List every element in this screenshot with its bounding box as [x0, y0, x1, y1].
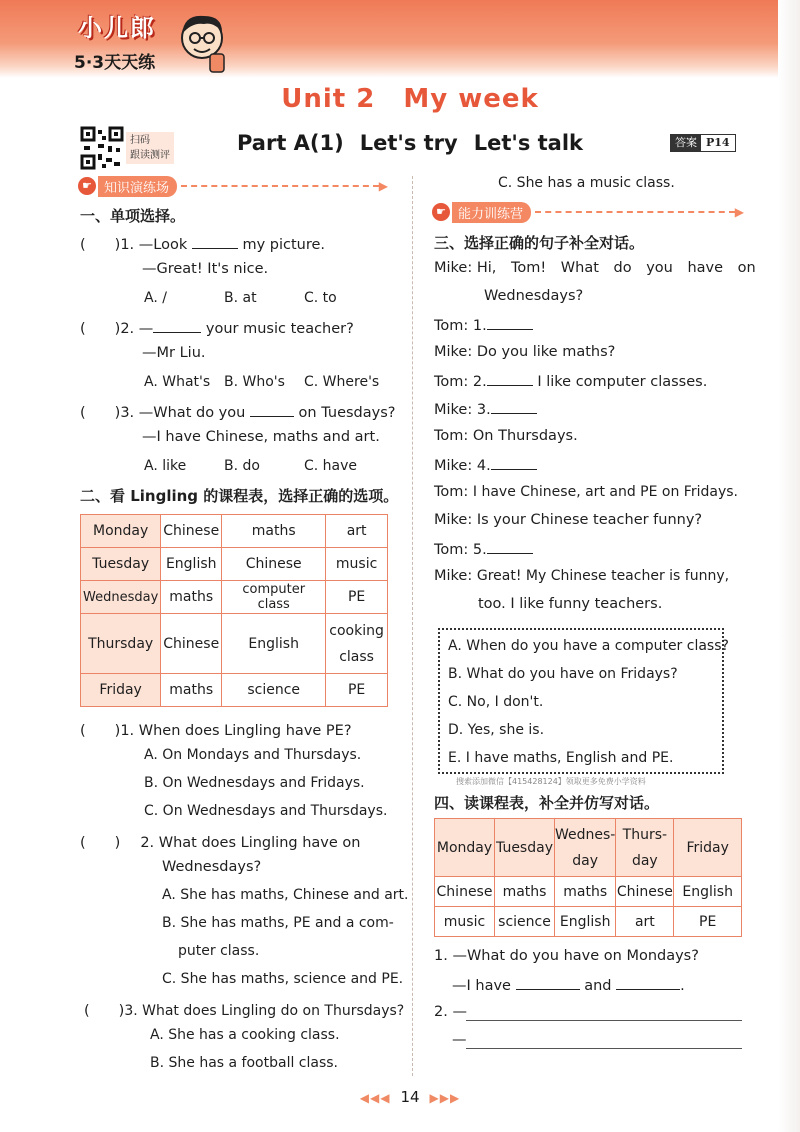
dialogue-line — [434, 260, 756, 276]
table-cell: Tuesday — [81, 548, 161, 581]
answer-reference — [670, 134, 736, 152]
table-cell: art — [616, 907, 674, 937]
item-text: —What do you — [138, 405, 246, 421]
lingling-timetable — [80, 514, 388, 707]
answer-blank[interactable] — [250, 403, 294, 417]
q3-heading: 三、选择正确的句子补全对话。 — [434, 234, 645, 252]
table-header-cell: Friday — [674, 819, 742, 877]
section-label: 能力训练营 — [452, 202, 531, 223]
choice-e[interactable]: E. I have maths, English and PE. — [448, 750, 674, 766]
speaker: Tom: — [434, 484, 469, 500]
item-text: my picture. — [242, 237, 326, 253]
line-text: and — [584, 978, 612, 994]
answer-blank[interactable] — [487, 372, 533, 386]
table-cell: English — [555, 907, 616, 937]
q2-item-2-stem-cont: Wednesdays? — [162, 859, 262, 875]
brand-logo — [62, 6, 232, 76]
writing-line[interactable] — [466, 1020, 742, 1021]
part-label: Part A(1) — [236, 131, 344, 155]
dialogue-text: 3. — [476, 402, 491, 418]
option-b[interactable]: B. She has maths, PE and a com- — [162, 915, 394, 931]
item-text: your music teacher? — [205, 321, 354, 337]
column-divider — [412, 176, 413, 1076]
answer-paren[interactable]: ( ) — [80, 723, 121, 739]
line-text: . — [680, 978, 685, 994]
table-cell: Chinese — [161, 515, 222, 548]
option-c[interactable]: C. have — [304, 458, 358, 474]
answer-label: 答案 — [671, 135, 701, 151]
page-number: 14 — [400, 1088, 420, 1106]
option-a[interactable]: A. What's — [144, 374, 211, 390]
hand-icon: ☛ — [432, 203, 450, 221]
boy-mascot-icon — [174, 8, 230, 74]
q4-line-2 — [452, 976, 685, 994]
dialogue-line — [434, 456, 537, 474]
brand-name: 小儿郎 — [78, 14, 156, 42]
speaker: Mike: — [434, 568, 473, 584]
arrow-icon: ▶ — [378, 179, 388, 193]
answer-paren[interactable]: ( ) — [84, 1003, 125, 1019]
answer-paren[interactable]: ( ) — [80, 405, 121, 421]
page-footer — [0, 1088, 800, 1106]
answer-blank[interactable] — [487, 540, 533, 554]
dialogue-line — [434, 484, 738, 500]
line-text: —I have — [452, 978, 511, 994]
answer-blank[interactable] — [153, 319, 201, 333]
answer-blank[interactable] — [491, 456, 537, 470]
speaker: Tom: — [434, 318, 469, 334]
answer-blank[interactable] — [487, 316, 533, 330]
table-cell: maths — [222, 515, 326, 548]
right-arrows-icon: ▶▶▶ — [429, 1091, 461, 1105]
option-b[interactable]: B. at — [224, 290, 257, 306]
dialogue-cont: Wednesdays? — [484, 288, 584, 304]
dialogue-cont: too. I like funny teachers. — [478, 596, 663, 612]
option-c[interactable]: C. She has maths, science and PE. — [162, 971, 404, 987]
table-cell: science — [222, 674, 326, 707]
table-header-cell: Wednes-day — [555, 819, 616, 877]
watermark: 搜索添加微信【415428124】领取更多免费小学资料 — [456, 777, 646, 786]
dialogue-text: I have Chinese, art and PE on Fridays. — [472, 484, 738, 500]
table-cell: English — [161, 548, 222, 581]
unit-title — [0, 84, 800, 114]
table-cell: PE — [326, 581, 388, 614]
left-arrows-icon: ◀◀◀ — [359, 1091, 391, 1105]
option-b[interactable]: B. She has a football class. — [150, 1055, 339, 1071]
table-cell: PE — [326, 674, 388, 707]
dialogue-text: 1. — [472, 318, 487, 334]
item-text: on Tuesdays? — [298, 405, 396, 421]
option-c[interactable]: C. On Wednesdays and Thursdays. — [144, 803, 388, 819]
writing-line[interactable] — [466, 1048, 742, 1049]
table-cell: Friday — [81, 674, 161, 707]
q1-item-2 — [80, 317, 354, 338]
option-a[interactable]: A. She has maths, Chinese and art. — [162, 887, 409, 903]
scan-label-line2: 跟读测评 — [130, 150, 170, 161]
dialogue-line — [434, 568, 729, 584]
table-cell: Thursday — [81, 614, 161, 674]
dialogue-text: Is your Chinese teacher funny? — [476, 512, 703, 528]
table-cell: Wednesday — [81, 581, 161, 614]
q4-line-4: — — [452, 1032, 467, 1048]
speaker: Tom: — [434, 542, 469, 558]
q1-item-1 — [80, 233, 325, 254]
q1-item-2-reply: —Mr Liu. — [142, 345, 206, 361]
q1-item-3 — [80, 401, 395, 422]
lets-talk-label: Let's talk — [473, 131, 584, 155]
q2-heading: 二、看 Lingling 的课程表，选择正确的选项。 — [80, 487, 399, 505]
dialogue-text: I like computer classes. — [537, 374, 708, 390]
table-cell: Chinese — [616, 877, 674, 907]
choice-b[interactable]: B. What do you have on Fridays? — [448, 666, 678, 682]
dialogue-text: 2. — [472, 374, 487, 390]
answer-blank[interactable] — [616, 976, 680, 990]
table-cell: computer class — [222, 581, 326, 614]
brand-series: 5·3天天练 — [74, 53, 156, 73]
table-cell: English — [222, 614, 326, 674]
q4-line-3: 2. — — [434, 1004, 467, 1020]
item-text: —Look — [138, 237, 188, 253]
table-cell: music — [326, 548, 388, 581]
answer-blank[interactable] — [491, 400, 537, 414]
option-b[interactable]: B. Who's — [224, 374, 285, 390]
table-header-cell: Tuesday — [495, 819, 555, 877]
table-cell: Chinese — [435, 877, 495, 907]
q4-line-1: 1. —What do you have on Mondays? — [434, 948, 699, 964]
section-tag-knowledge — [78, 176, 388, 196]
dialogue-line — [434, 512, 702, 528]
table-cell: PE — [674, 907, 742, 937]
dialogue-text: 4. — [476, 458, 491, 474]
table-cell: art — [326, 515, 388, 548]
answer-page: P14 — [706, 136, 730, 149]
table-header-cell: Monday — [435, 819, 495, 877]
answer-paren[interactable]: ( ) — [80, 835, 121, 851]
speaker: Tom: — [434, 428, 469, 444]
dialogue-line — [434, 540, 533, 558]
item-stem: 1. When does Lingling have PE? — [120, 723, 352, 739]
item-stem: 2. What does Lingling have on — [140, 835, 361, 851]
q2-item-2 — [80, 831, 360, 852]
dialogue-line — [434, 400, 537, 418]
hand-icon: ☛ — [78, 177, 96, 195]
item-stem: 3. What does Lingling do on Thursdays? — [124, 1003, 405, 1019]
answer-blank[interactable] — [192, 235, 238, 249]
table-cell: music — [435, 907, 495, 937]
speaker: Mike: — [434, 260, 473, 276]
speaker: Mike: — [434, 458, 473, 474]
table-cell: English — [674, 877, 742, 907]
table-header-cell: Thurs-day — [616, 819, 674, 877]
table-cell: Chinese — [161, 614, 222, 674]
unit-number: Unit 2 — [281, 84, 376, 114]
speaker: Mike: — [434, 402, 473, 418]
dialogue-text: Hi, Tom! What do you have on — [476, 260, 756, 276]
dialogue-text: Do you like maths? — [476, 344, 616, 360]
speaker: Mike: — [434, 512, 473, 528]
q1-item-3-reply: —I have Chinese, maths and art. — [142, 429, 380, 445]
arrow-icon: ▶ — [734, 205, 744, 219]
option-a[interactable]: A. / — [144, 290, 167, 306]
option-b[interactable]: B. On Wednesdays and Fridays. — [144, 775, 365, 791]
option-b[interactable]: B. do — [224, 458, 260, 474]
table-cell: science — [495, 907, 555, 937]
answer-paren[interactable]: ( ) — [80, 321, 121, 337]
speaker: Mike: — [434, 344, 473, 360]
option-a[interactable]: A. like — [144, 458, 187, 474]
q2-item-3 — [84, 999, 404, 1020]
dialogue-line — [434, 316, 533, 334]
option-a[interactable]: A. She has a cooking class. — [150, 1027, 340, 1043]
dialogue-text: Great! My Chinese teacher is funny, — [476, 568, 730, 584]
option-c[interactable]: C. Where's — [304, 374, 380, 390]
choice-a[interactable]: A. When do you have a computer class? — [448, 638, 729, 654]
option-a[interactable]: A. On Mondays and Thursdays. — [144, 747, 362, 763]
section-label: 知识演练场 — [98, 176, 177, 197]
section-tag-ability — [432, 202, 744, 222]
item-number: 1. — [120, 237, 135, 253]
q4-heading: 四、读课程表，补全并仿写对话。 — [434, 794, 660, 812]
unit-name: My week — [403, 84, 539, 114]
q1-heading: 一、单项选择。 — [80, 207, 186, 225]
item-text: — — [138, 321, 154, 337]
table-cell: maths — [161, 581, 222, 614]
timetable-2 — [434, 818, 742, 937]
option-c[interactable]: C. She has a music class. — [498, 175, 675, 191]
q2-item-1 — [80, 719, 352, 740]
dialogue-text: On Thursdays. — [472, 428, 578, 444]
item-number: 2. — [120, 321, 135, 337]
option-b-cont: puter class. — [178, 943, 260, 959]
answer-paren[interactable]: ( ) — [80, 237, 121, 253]
table-cell: maths — [555, 877, 616, 907]
lets-try-label: Let's try — [359, 131, 458, 155]
table-cell: maths — [161, 674, 222, 707]
table-cell: Monday — [81, 515, 161, 548]
item-number: 3. — [120, 405, 135, 421]
answer-blank[interactable] — [516, 976, 580, 990]
dashed-line — [535, 211, 735, 213]
speaker: Tom: — [434, 374, 469, 390]
dialogue-line — [434, 372, 707, 390]
table-cell: cooking class — [326, 614, 388, 674]
page-edge — [778, 0, 800, 1132]
option-c[interactable]: C. to — [304, 290, 337, 306]
table-cell: Chinese — [222, 548, 326, 581]
dialogue-text: 5. — [472, 542, 487, 558]
choice-d[interactable]: D. Yes, she is. — [448, 722, 545, 738]
dialogue-line — [434, 428, 578, 444]
q1-item-1-reply: —Great! It's nice. — [142, 261, 269, 277]
choice-c[interactable]: C. No, I don't. — [448, 694, 544, 710]
dialogue-line — [434, 344, 615, 360]
scan-label-line1: 扫码 — [130, 135, 150, 146]
table-cell: maths — [495, 877, 555, 907]
dashed-line — [181, 185, 379, 187]
